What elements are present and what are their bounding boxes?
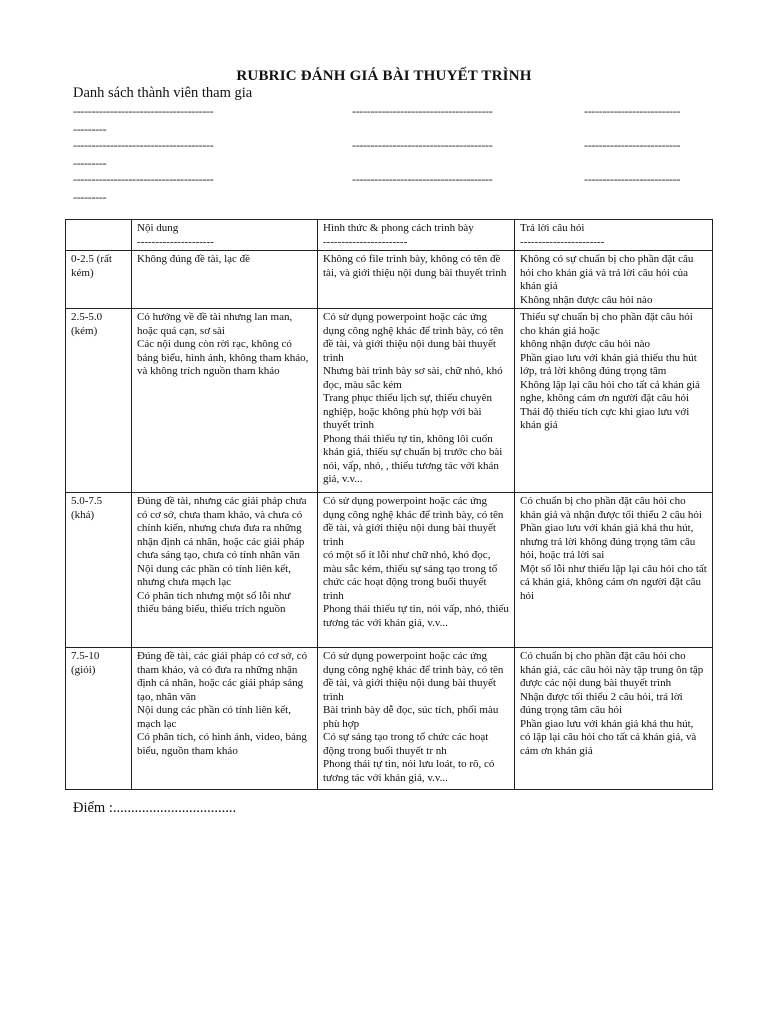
content-cell: Đúng đề tài, các giải pháp có cơ sở, có tham khảo, và có đưa ra những nhận định cá nhân, hoặc các giải pháp sáng tạo, nhân văn Nội dung các phần có tính liên kết, mạch lạc Có phân tích, có hình ảnh, video, bảng biểu, nguồn tham khảo — [132, 648, 318, 790]
header-cell-content: Nội dung --------------------- — [132, 220, 318, 251]
qa-cell: Thiếu sự chuẩn bị cho phần đặt câu hỏi cho khán giả hoặc không nhận được câu hỏi nào Phần giao lưu với khán giả thiếu thu hút lớp, trả lời không đúng trọng tâm Không lặp lại câu hỏi cho tất cả khán giả nghe, không cám ơn người đặt câu hỏi Thái độ thiếu tích cực khi giao lưu với khán giả — [515, 309, 713, 493]
score-range-cell: 2.5-5.0 (kém) — [66, 309, 132, 493]
rubric-table — [65, 219, 713, 790]
member-line-1-wrap: --------- — [73, 122, 107, 136]
content-cell: Đúng đề tài, nhưng các giải pháp chưa có cơ sở, chưa tham khảo, và chưa có chính kiến, nhưng chưa đưa ra những nhận định cá nhân, hoặc các giải pháp chưa sáng tạo, chưa có tính nhân văn Nội dung các phần có tính liên kết, nhưng chưa mạch lạc Có phân tích nhưng một số lỗi như thiếu bảng biểu, thiếu trích nguồn — [132, 493, 318, 648]
member-line-2-col3: -------------------------- — [584, 138, 681, 152]
table-row — [66, 648, 713, 790]
form-cell: Có sử dụng powerpoint hoặc các ứng dụng công nghệ khác để trình bày, có tên đề tài, và giới thiệu nội dung bài thuyết trình có một số ít lỗi như chữ nhỏ, khó đọc, màu sắc kém, thiếu sự sáng tạo trong tổ chức các hoạt động trong buổi thuyết trình Phong thái thiếu tự tin, nói vấp, nhỏ, thiếu tương tác với khán giả, v.v... — [318, 493, 515, 648]
qa-cell: Không có sự chuẩn bị cho phần đặt câu hỏi cho khán giả và trả lời câu hỏi của khán giả Không nhận được câu hỏi nào — [515, 251, 713, 309]
content-cell: Có hướng về đề tài nhưng lan man, hoặc quá cạn, sơ sài Các nội dung còn rời rạc, không có bảng biểu, hình ảnh, không tham khảo, và không trích nguồn tham khảo — [132, 309, 318, 493]
member-line-1-col1: -------------------------------------- — [73, 104, 214, 118]
member-line-2-wrap: --------- — [73, 156, 107, 170]
table-row — [66, 251, 713, 309]
member-line-1-col2: -------------------------------------- — [352, 104, 493, 118]
member-line-1-col3: -------------------------- — [584, 104, 681, 118]
score-range-cell: 5.0-7.5 (khá) — [66, 493, 132, 648]
member-line-2-col2: -------------------------------------- — [352, 138, 493, 152]
member-line-3-col2: -------------------------------------- — [352, 172, 493, 186]
table-header-row — [66, 220, 713, 251]
member-line-2-col1: -------------------------------------- — [73, 138, 214, 152]
content-cell: Không đúng đề tài, lạc đề — [132, 251, 318, 309]
form-cell: Có sử dụng powerpoint hoặc các ứng dụng công nghệ khác để trình bày, có tên đề tài, và giới thiệu nội dung bài thuyết trình Bài trình bày dễ đọc, súc tích, phối màu phù hợp Có sự sáng tạo trong tổ chức các hoạt động trong buổi thuyết tr nh Phong thái tự tin, nói lưu loát, to rõ, có tương tác với khán giả, v.v... — [318, 648, 515, 790]
header-cell-score — [66, 220, 132, 251]
score-range-cell: 0-2.5 (rất kém) — [66, 251, 132, 309]
member-line-3-col3: -------------------------- — [584, 172, 681, 186]
members-label: Danh sách thành viên tham gia — [73, 85, 253, 101]
table-row — [66, 309, 713, 493]
score-range-cell: 7.5-10 (giỏi) — [66, 648, 132, 790]
member-line-3-col1: -------------------------------------- — [73, 172, 214, 186]
form-cell: Không có file trình bày, không có tên đề tài, và giới thiệu nội dung bài thuyết trình — [318, 251, 515, 309]
header-cell-qa: Trả lời câu hỏi ----------------------- — [515, 220, 713, 251]
table-row — [66, 493, 713, 648]
header-cell-form: Hình thức & phong cách trình bày ----------------------- — [318, 220, 515, 251]
page-title: RUBRIC ĐÁNH GIÁ BÀI THUYẾT TRÌNH — [236, 68, 532, 84]
member-line-3-wrap: --------- — [73, 190, 107, 204]
qa-cell: Có chuẩn bị cho phần đặt câu hỏi cho khán giả, các câu hỏi này tập trung ôn tập được các nội dung bài thuyết trình Nhận được tối thiểu 2 câu hỏi, trả lời đúng trọng tâm câu hỏi Phần giao lưu với khán giả khá thu hút, có lặp lại câu hỏi cho tất cả khán giả, và cám ơn khán giả — [515, 648, 713, 790]
score-label: Điểm :.................................. — [73, 800, 237, 816]
qa-cell: Có chuẩn bị cho phần đặt câu hỏi cho khán giả và nhận được tối thiểu 2 câu hỏi Phần giao lưu với khán giả khá thu hút, nhưng trả lời không đúng trọng tâm câu hỏi, hoặc trả lời sai Một số lỗi như thiếu lặp lại câu hỏi cho tất cả khán giả, không cám ơn người đặt câu hỏi — [515, 493, 713, 648]
form-cell: Có sử dụng powerpoint hoặc các ứng dụng công nghệ khác để trình bày, có tên đề tài, và giới thiệu nội dung bài thuyết trình Nhưng bài trình bày sơ sài, chữ nhỏ, khó đọc, màu sắc kém Trang phục thiếu lịch sự, thiếu chuyên nghiệp, hoặc không phù hợp với bài thuyết trình Phong thái thiếu tự tin, không lôi cuốn khán giả, thiếu sự chuẩn bị trước cho bài nói, vấp, nhỏ, , thiếu tương tác với khán giả, v.v... — [318, 309, 515, 493]
